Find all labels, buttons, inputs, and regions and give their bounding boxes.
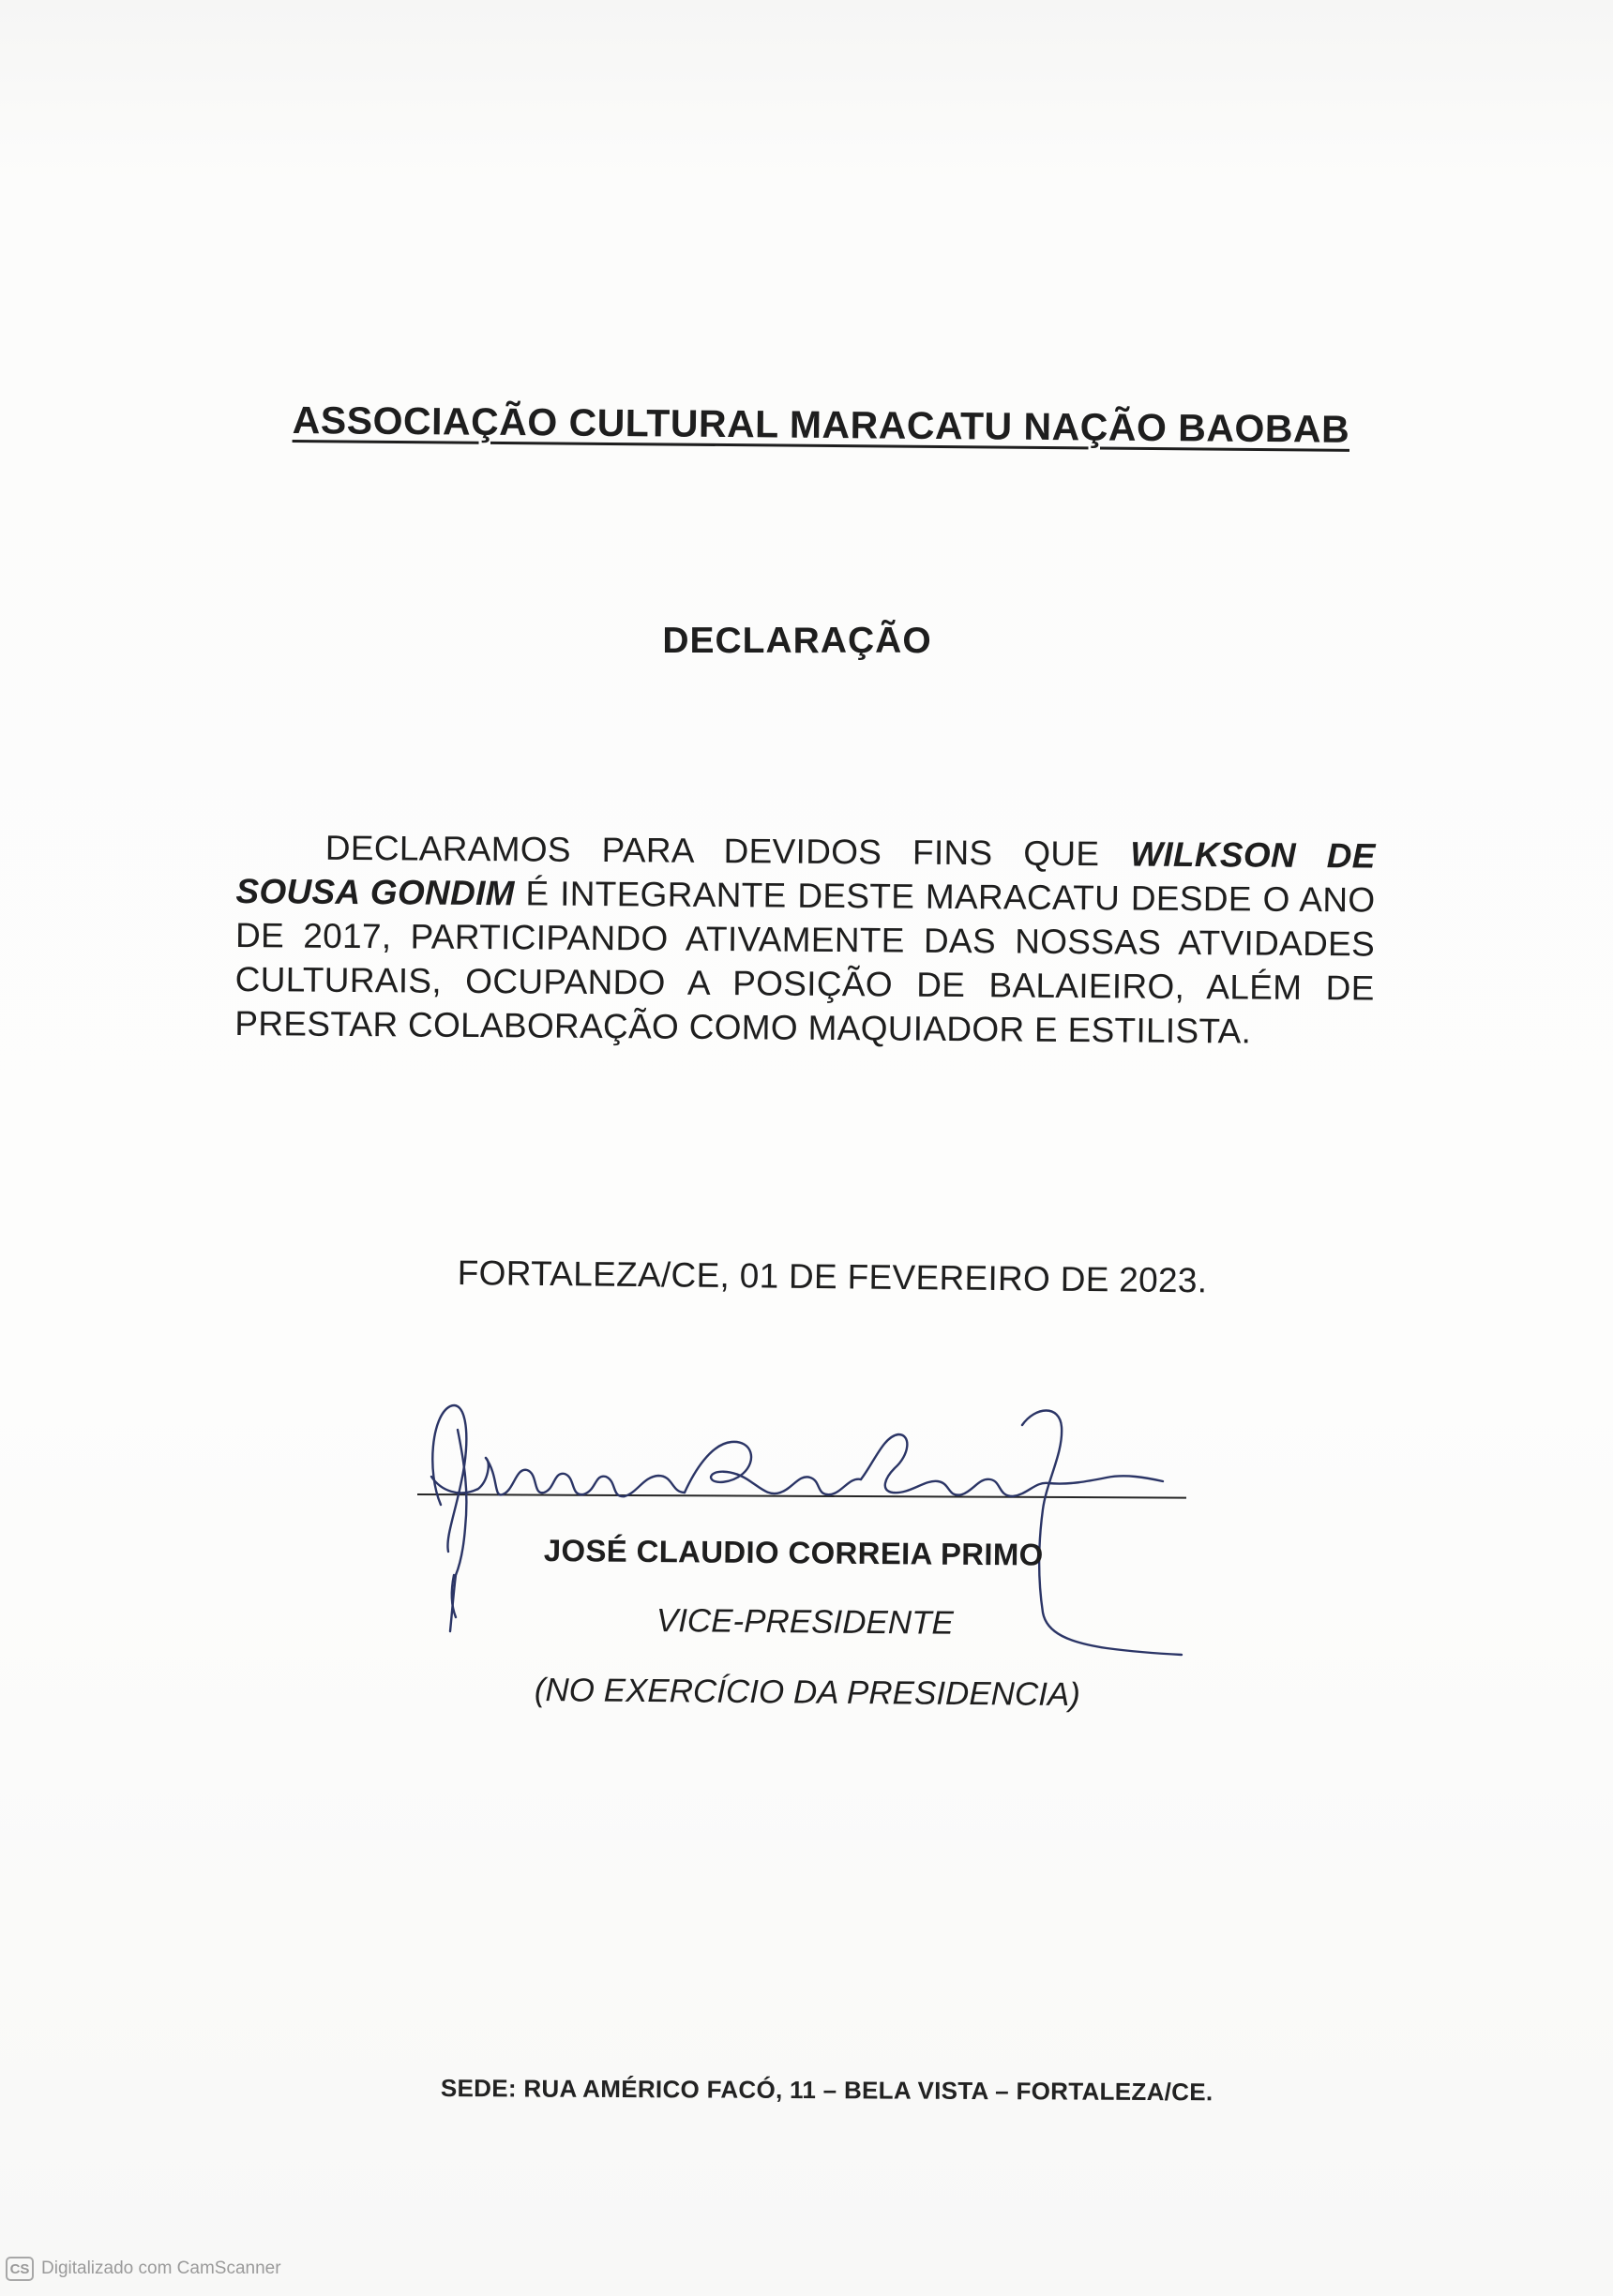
place-date: FORTALEZA/CE, 01 DE FEVEREIRO DE 2023. <box>457 1253 1208 1300</box>
paragraph-indent <box>236 859 325 860</box>
scanner-watermark <box>6 2255 281 2283</box>
footer-address: SEDE: RUA AMÉRICO FACÓ, 11 – BELA VISTA – FORTALEZA/CE. <box>440 2074 1214 2107</box>
person-name: WILKSON DE SOUSA GONDIM <box>235 834 1376 913</box>
body-rest: É INTEGRANTE DESTE MARACATU DESDE O ANO DE 2017, PARTICIPANDO ATIVAMENTE DAS NOSSAS ATVIDADES CULTURAIS, OCUPANDO A POSIÇÃO DE BALAIEIRO, ALÉM DE PRESTAR COLABORAÇÃO COMO MAQUIADOR E ESTILISTA. <box>234 874 1376 1051</box>
scanner-watermark-text: Digitalizado com CamScanner <box>41 2258 281 2278</box>
signer-note: (NO EXERCÍCIO DA PRESIDENCIA) <box>534 1672 1081 1714</box>
signer-name: JOSÉ CLAUDIO CORREIA PRIMO <box>543 1533 1044 1572</box>
organization-title: ASSOCIAÇÃO CULTURAL MARACATU NAÇÃO BAOBAB <box>292 398 1350 451</box>
declaration-body <box>234 825 1376 1055</box>
document-title: DECLARAÇÃO <box>662 621 932 661</box>
camscanner-logo-icon: CS <box>6 2257 34 2281</box>
signer-role: VICE-PRESIDENTE <box>656 1602 954 1642</box>
body-intro: DECLARAMOS PARA DEVIDOS FINS QUE <box>324 828 1131 874</box>
